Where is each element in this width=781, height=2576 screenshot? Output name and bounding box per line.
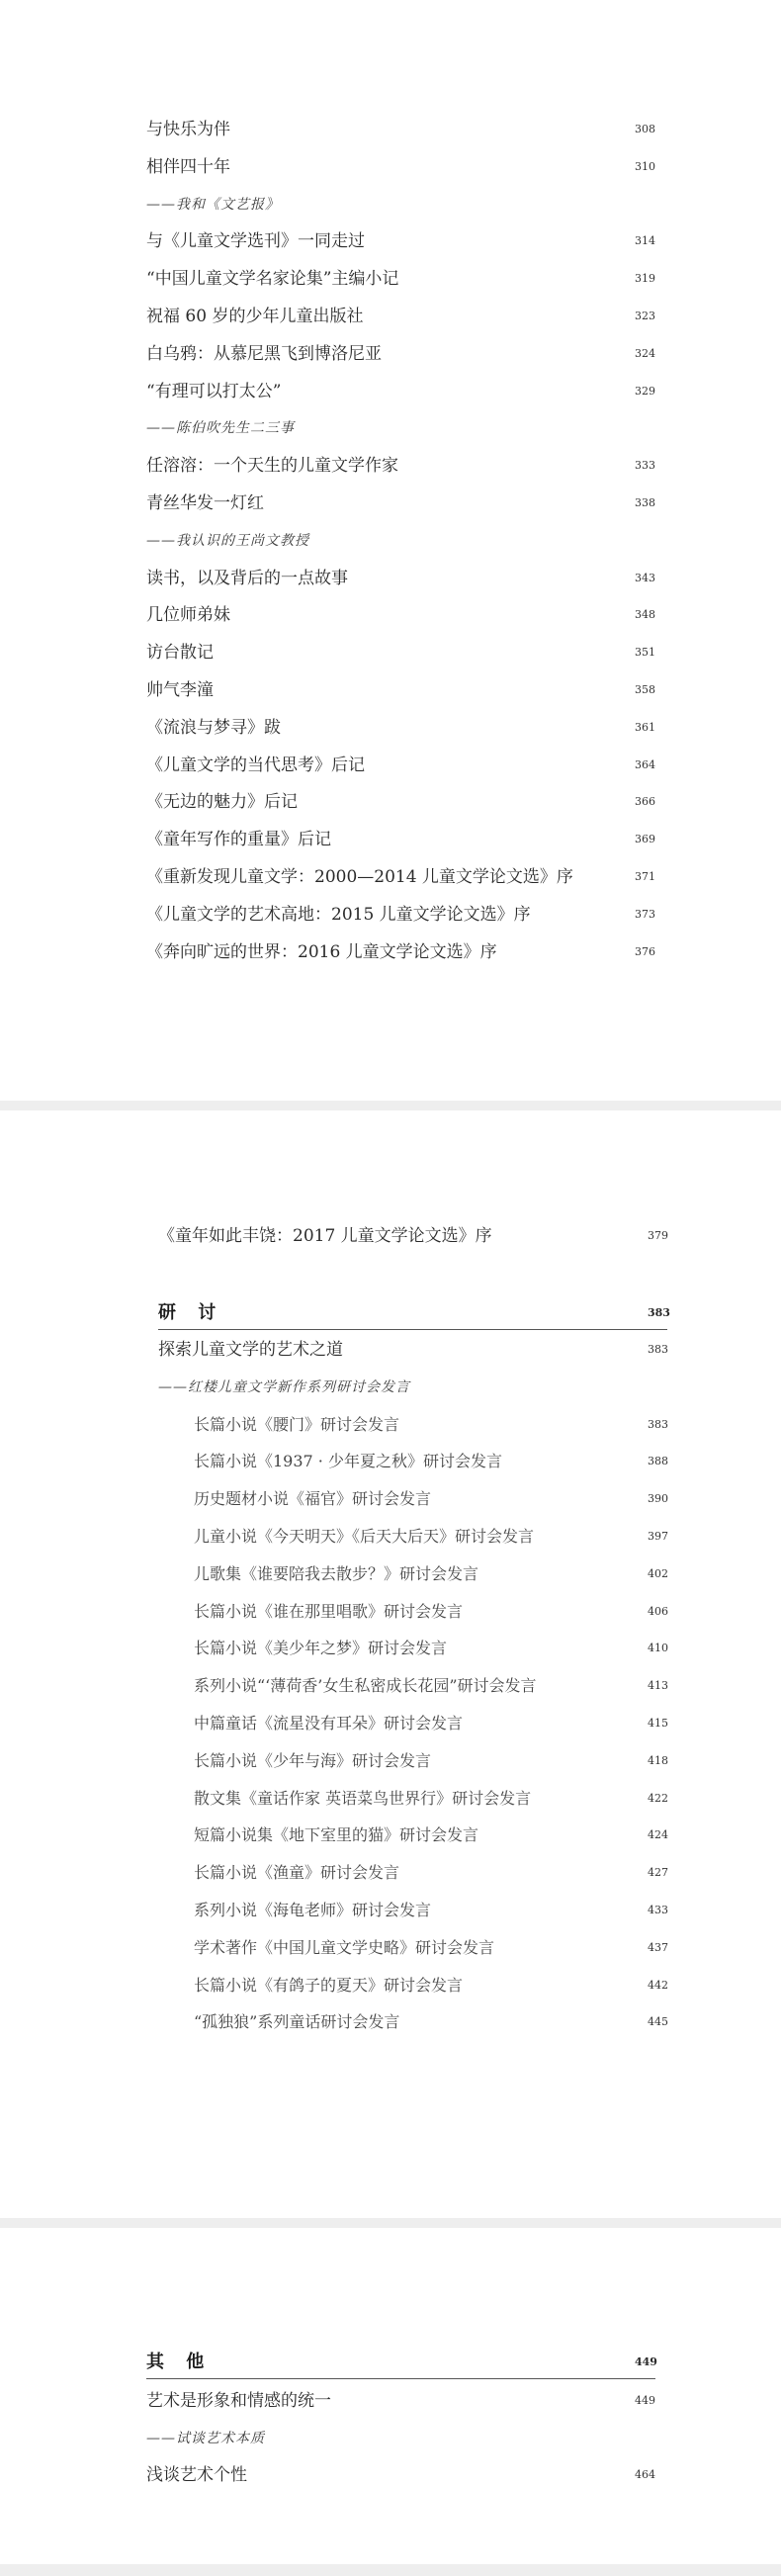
toc-entry	[146, 751, 672, 780]
entry-title: 与快乐为伴	[146, 120, 230, 139]
toc-subtitle	[158, 1373, 682, 1402]
toc-entry	[146, 339, 672, 369]
entry-title: 浅谈艺术个性	[146, 2465, 247, 2485]
entry-page-number: 310	[635, 159, 655, 173]
entry-title: 长篇小说《少年与海》研讨会发言	[194, 1750, 432, 1770]
entry-page-number: 437	[648, 1940, 668, 1954]
entry-page-number: 371	[635, 870, 655, 883]
entry-title: 探索儿童文学的艺术之道	[158, 1340, 343, 1360]
entry-page-number: 424	[648, 1828, 668, 1842]
entry-page-number: 364	[635, 757, 655, 771]
entry-title: 长篇小说《1937 · 少年夏之秋》研讨会发言	[194, 1452, 502, 1471]
entry-title: 长篇小说《腰门》研讨会发言	[194, 1414, 400, 1434]
entry-page-number: 343	[635, 571, 655, 584]
entry-title: 儿歌集《谁要陪我去散步？》研讨会发言	[194, 1563, 479, 1583]
entry-page-number: 415	[648, 1717, 668, 1730]
section-page-number: 449	[635, 2355, 657, 2368]
subtitle-text: ——陈伯吹先生二三事	[146, 420, 295, 437]
toc-entry	[194, 1971, 682, 2000]
toc-entry	[146, 825, 672, 854]
entry-title: 白乌鸦：从慕尼黑飞到博洛尼亚	[146, 343, 382, 364]
entry-page-number: 329	[635, 384, 655, 398]
toc-entry	[194, 1821, 682, 1850]
toc-entry	[146, 675, 672, 705]
subtitle-text: ——我和《文艺报》	[146, 196, 280, 213]
toc-entry	[146, 600, 672, 630]
entry-title: 《童年写作的重量》后记	[146, 830, 331, 850]
entry-title: 艺术是形象和情感的统一	[146, 2391, 331, 2411]
toc-entry	[146, 152, 672, 182]
entry-page-number: 433	[648, 1904, 668, 1916]
toc-entry	[146, 302, 672, 331]
toc-entry	[194, 2007, 682, 2037]
entry-page-number: 379	[648, 1229, 668, 1242]
entry-page-number: 358	[635, 683, 655, 696]
entry-title: 几位师弟妹	[146, 605, 230, 626]
entry-title: 散文集《童话作家 英语菜鸟世界行》研讨会发言	[194, 1788, 532, 1808]
toc-subtitle	[146, 2424, 672, 2453]
toc-subtitle	[146, 190, 672, 220]
entry-title: 《重新发现儿童文学：2000—2014 儿童文学论文选》序	[146, 867, 573, 887]
toc-subtitle	[146, 526, 672, 556]
entry-title: 中篇童话《流星没有耳朵》研讨会发言	[194, 1714, 464, 1732]
entry-title: 系列小说《海龟老师》研讨会发言	[194, 1901, 432, 1919]
entry-title: 青丝华发一灯红	[146, 493, 264, 513]
entry-title: 任溶溶：一个天生的儿童文学作家	[146, 456, 398, 477]
entry-page-number: 314	[635, 234, 655, 248]
toc-entry	[146, 226, 672, 256]
toc-entry	[146, 451, 672, 481]
toc-entry	[146, 489, 672, 518]
entry-page-number: 308	[635, 123, 655, 135]
entry-page-number: 406	[648, 1604, 668, 1618]
entry-title: 《无边的魅力》后记	[146, 792, 298, 813]
section-title: 其 他	[146, 2352, 213, 2372]
entry-title: 长篇小说《谁在那里唱歌》研讨会发言	[194, 1601, 464, 1621]
entry-title: 《儿童文学的当代思考》后记	[146, 755, 365, 775]
section-page-number: 383	[648, 1306, 670, 1319]
entry-title: 《奔向旷远的世界：2016 儿童文学论文选》序	[146, 941, 497, 962]
entry-page-number: 324	[635, 346, 655, 360]
entry-title: 短篇小说集《地下室里的猫》研讨会发言	[194, 1825, 479, 1845]
subtitle-text: ——我认识的王尚文教授	[146, 532, 309, 549]
toc-entry	[194, 1784, 682, 1814]
toc-entry	[194, 1896, 682, 1925]
entry-title: 访台散记	[146, 643, 214, 664]
subtitle-text: ——红楼儿童文学新作系列研讨会发言	[158, 1378, 410, 1395]
toc-page-3	[0, 2228, 781, 2564]
entry-title: 长篇小说《有鸽子的夏天》研讨会发言	[194, 1975, 464, 1995]
toc-entry	[194, 1410, 682, 1440]
entry-page-number: 351	[635, 646, 655, 660]
entry-page-number: 361	[635, 720, 655, 734]
entry-page-number: 445	[648, 2015, 668, 2029]
entry-page-number: 376	[635, 944, 655, 958]
entry-title: 系列小说“‘薄荷香’女生私密成长花园”研讨会发言	[194, 1676, 537, 1696]
toc-entries	[0, 2228, 781, 2564]
toc-entry	[194, 1484, 682, 1514]
subtitle-text: ——试谈艺术本质	[146, 2430, 265, 2446]
entry-page-number: 449	[635, 2394, 655, 2407]
entry-page-number: 427	[648, 1866, 668, 1880]
entry-page-number: 422	[648, 1791, 668, 1805]
toc-entries	[0, 1110, 781, 2218]
entry-page-number: 388	[648, 1455, 668, 1468]
entry-page-number: 333	[635, 459, 655, 473]
entry-title: 与《儿童文学选刊》一同走过	[146, 231, 365, 252]
entry-page-number: 323	[635, 310, 655, 322]
toc-entry	[158, 1335, 682, 1365]
toc-entry	[194, 1933, 682, 1963]
entry-title: 《流浪与梦寻》跋	[146, 717, 281, 738]
entry-title: 相伴四十年	[146, 156, 230, 177]
entry-page-number: 442	[648, 1978, 668, 1992]
entry-page-number: 413	[648, 1679, 668, 1693]
entry-title: “中国儿童文学名家论集”主编小记	[146, 269, 399, 290]
entry-title: 帅气李潼	[146, 680, 214, 700]
entry-page-number: 366	[635, 795, 655, 809]
entry-title: 儿童小说《今天明天》《后天大后天》研讨会发言	[194, 1527, 535, 1546]
section-title: 研 讨	[158, 1302, 224, 1323]
entry-page-number: 369	[635, 833, 655, 846]
entry-title: 长篇小说《美少年之梦》研讨会发言	[194, 1639, 448, 1658]
toc-entry	[194, 1447, 682, 1476]
toc-entry	[146, 638, 672, 667]
entry-page-number: 410	[648, 1642, 668, 1655]
toc-entry	[146, 377, 672, 406]
toc-entry	[194, 1522, 682, 1552]
entry-page-number: 383	[648, 1417, 668, 1431]
entry-title: 《童年如此丰饶：2017 儿童文学论文选》序	[158, 1226, 492, 1246]
toc-entry	[146, 564, 672, 593]
toc-entry	[146, 2386, 672, 2416]
entry-page-number: 402	[648, 1566, 668, 1580]
toc-page-1	[0, 0, 781, 1101]
toc-entry	[194, 1858, 682, 1888]
entry-page-number: 397	[648, 1530, 668, 1543]
toc-entry	[194, 1634, 682, 1663]
entry-title: 祝福 60 岁的少年儿童出版社	[146, 307, 364, 326]
entry-page-number: 390	[648, 1492, 668, 1506]
toc-entry	[146, 264, 672, 294]
entry-page-number: 373	[635, 907, 655, 921]
entry-title: “孤独狼”系列童话研讨会发言	[194, 2012, 400, 2032]
toc-entry	[146, 2460, 672, 2490]
toc-page-2	[0, 1110, 781, 2218]
toc-entry	[146, 115, 672, 144]
toc-entries	[0, 0, 781, 1101]
toc-entry	[146, 900, 672, 930]
entry-title: 学术著作《中国儿童文学史略》研讨会发言	[194, 1937, 495, 1957]
entry-title: 读书，以及背后的一点故事	[146, 568, 348, 588]
entry-page-number: 464	[635, 2468, 655, 2481]
toc-entry	[146, 787, 672, 817]
toc-entry	[146, 862, 672, 892]
entry-page-number: 319	[635, 272, 655, 286]
toc-entry	[146, 713, 672, 743]
toc-entry	[146, 937, 672, 967]
entry-page-number: 418	[648, 1753, 668, 1767]
entry-page-number: 338	[635, 496, 655, 509]
entry-page-number: 348	[635, 608, 655, 622]
entry-title: “有理可以打太公”	[146, 381, 282, 401]
toc-entry	[194, 1746, 682, 1776]
entry-title: 《儿童文学的艺术高地：2015 儿童文学论文选》序	[146, 904, 531, 925]
entry-title: 历史题材小说《福官》研讨会发言	[194, 1489, 432, 1509]
toc-entry	[194, 1671, 682, 1701]
entry-page-number: 383	[648, 1343, 668, 1356]
toc-entry	[194, 1597, 682, 1627]
toc-subtitle	[146, 413, 672, 443]
toc-entry	[194, 1709, 682, 1738]
entry-title: 长篇小说《渔童》研讨会发言	[194, 1863, 400, 1883]
toc-entry	[194, 1559, 682, 1589]
